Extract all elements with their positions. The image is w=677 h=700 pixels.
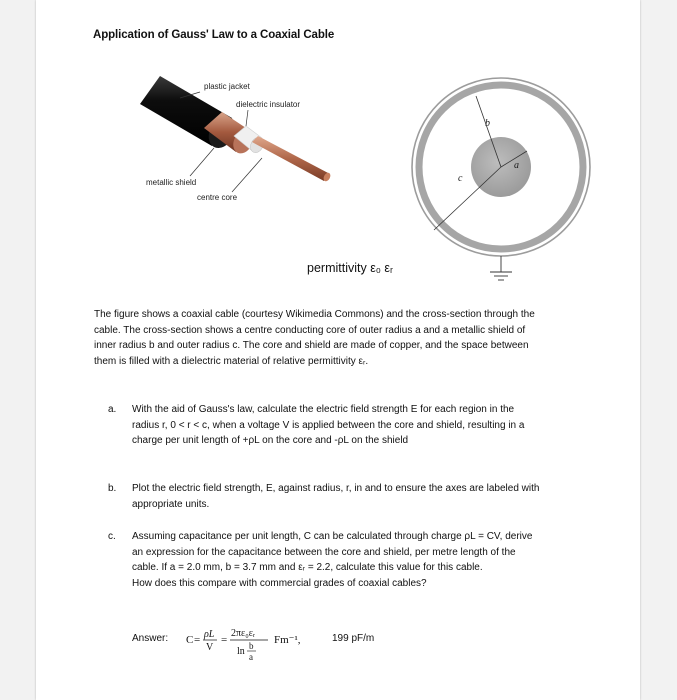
answer-label: Answer: [132, 633, 169, 644]
centre-core-shape [252, 136, 332, 182]
coaxial-cable-figure [0, 0, 677, 300]
formula-frac2-den-den: a [249, 652, 253, 662]
label-c: c [458, 173, 463, 184]
label-plastic-jacket: plastic jacket [204, 82, 250, 91]
page-title: Application of Gauss' Law to a Coaxial Cable [93, 29, 335, 41]
question-a-letter: a. [108, 404, 117, 415]
question-c-letter: c. [108, 531, 116, 542]
question-a [108, 402, 540, 449]
formula-frac1-den: V [206, 642, 214, 653]
leader-line-metallic-shield [190, 148, 214, 176]
formula-eq2: = [221, 634, 228, 646]
formula-unit: Fm⁻¹, [274, 634, 301, 646]
formula-lhs: C [186, 634, 194, 646]
question-c-text: Assuming capacitance per unit length, C can be calculated through charge ρL = CV, derive an expression for the capacitance between the core and shield, per metre length of the cable. If a = 2.0 mm, b = 3.7 mm and εᵣ = 2.2, calculate this value for this cable. [132, 531, 533, 573]
label-b: b [485, 118, 490, 129]
formula-eq1: = [194, 634, 201, 646]
permittivity-label: permittivity ε₀ εᵣ [307, 261, 394, 275]
cross-section-diagram [412, 78, 590, 280]
question-b-letter: b. [108, 483, 117, 494]
label-dielectric-insulator: dielectric insulator [236, 100, 301, 109]
leader-line-centre-core [232, 158, 262, 192]
capacitance-formula [184, 623, 334, 663]
label-a: a [514, 160, 519, 171]
question-c [108, 529, 540, 591]
answer-value: 199 pF/m [332, 633, 375, 644]
leader-line-dielectric [246, 110, 248, 126]
label-centre-core: centre core [197, 193, 238, 202]
formula-frac2-den-ln: ln [237, 646, 245, 657]
ground-symbol [490, 272, 512, 280]
question-c-followup: How does this compare with commercial grades of coaxial cables? [132, 577, 427, 589]
intro-paragraph: The figure shows a coaxial cable (courtesy Wikimedia Commons) and the cross-section through the cable. The cross-section shows a centre conducting core of outer radius a and a metallic shield of inner radius b and outer radius c. The core and shield are made of copper, and the space between them is filled with a dielectric material of relative permittivity εᵣ. [94, 309, 535, 367]
question-a-text: With the aid of Gauss's law, calculate the electric field strength E for each region in the radius r, 0 < r < c, when a voltage V is applied between the core and shield, resulting in a charge per unit length of +ρL on the core and -ρL on the shield [132, 404, 525, 446]
label-metallic-shield: metallic shield [146, 178, 197, 187]
formula-frac1-num: ρL [204, 629, 215, 640]
formula-frac2-num: 2πε₀εᵣ [231, 628, 256, 639]
question-b [108, 481, 540, 512]
question-b-text: Plot the electric field strength, E, against radius, r, in and to ensure the axes are labeled with appropriate units. [132, 483, 540, 510]
formula-frac2-den-num: b [249, 641, 254, 651]
